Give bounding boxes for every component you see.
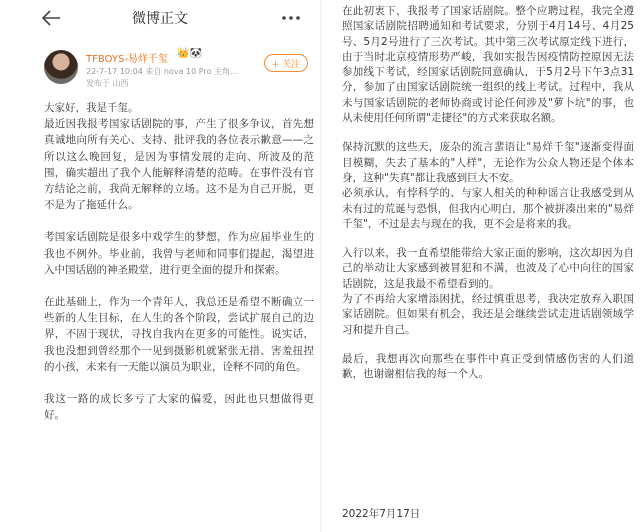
- post-paragraph: 我这一路的成长多亏了大家的偏爱，因此也只想做得更好。: [44, 393, 314, 422]
- post-paragraph: 在此基础上，作为一个青年人，我总还是希望不断确立一些新的人生目标，在人生的各个阶段，尝试扩展自己的边界，不固于现状，寻找自我内在更多的可能性。说实话，我也没想到曾经那个一见到摄影机就紧张无措、害羞扭捏的小孩，未来有一天能以演员为职业，诠释不同的角色。: [44, 296, 314, 373]
- more-dots-icon[interactable]: [280, 8, 302, 28]
- post-paragraph: 考国家话剧院是很多中戏学生的梦想，作为应届毕业生的我也不例外。毕业前，我曾与老师和同事们提起，渴望进入中国话剧的神圣殿堂，进行更全面的提升和探索。: [44, 231, 314, 276]
- post-paragraph: 在此初衷下，我报考了国家话剧院。整个应聘过程，我完全遵照国家话剧院招聘通知和考试要求，分别于4月14号、4月25号、5月2号进行了三次考试。其中第三次考试原定线下进行，由于当时北京疫情形势严峻，我如实报告因疫情防控原因无法参加线下考试，经国家话剧院同意确认，于5月2号下午3点31分，参加了由国家话剧院统一组织的线上考试。过程中，我从未与国家话剧院的老师协商或讨论任何涉及"萝卜坑"的事，也从未使用任何所谓"走捷径"的方式来获取名额。: [342, 5, 634, 125]
- back-arrow-icon[interactable]: [40, 8, 62, 28]
- post-meta: 22-7-17 10:04 来自 nova 10 Pro 主角…: [86, 67, 239, 76]
- topbar: [0, 0, 320, 36]
- page-title: 微博正文: [132, 11, 188, 27]
- post-body: [44, 100, 314, 439]
- post-location: 发布于 山西: [86, 79, 129, 88]
- author-row: [44, 48, 306, 98]
- post-date: 2022年7月17日: [342, 508, 421, 520]
- continuation-panel: [322, 0, 640, 532]
- post-continuation: [342, 4, 634, 397]
- follow-button[interactable]: + 关注: [264, 54, 308, 72]
- post-paragraph: 保持沉默的这些天，庞杂的流言蜚语让"易烊千玺"逐渐变得面目模糊，失去了基本的"人样"，无论作为公众人物还是个体本身，这种"失真"都让我感到巨大不安。 必须承认，有悖科学的、与家人相关的种种谣言让我感受到从未有过的荒诞与恐惧，但我内心明白，那个被拼凑出来的"易烊千玺"，不过是去与现在的我，更不会是将来的我。: [342, 141, 634, 230]
- avatar[interactable]: [44, 50, 78, 84]
- post-paragraph: 入行以来，我一直希望能带给大家正面的影响，这次却因为自己的举动让大家感到被冒犯和不满，也波及了心中向往的国家话剧院，这是我最不希望看到的。 为了不再给大家增添困扰，经过慎重思考，我决定放弃入职国家话剧院。但如果有机会，我还是会继续尝试走进话剧领域学习和提升自己。: [342, 247, 634, 336]
- post-paragraph: 最后，我想再次向那些在事件中真正受到情感伤害的人们道歉，也谢谢相信我的每一个人。: [342, 352, 634, 381]
- author-name[interactable]: TFBOYS-易烊千玺: [86, 54, 168, 65]
- post-paragraph: 大家好，我是千玺。 最近因我报考国家话剧院的事，产生了很多争议，首先想真诚地向所有关心、支持、批评我的各位表示歉意——之所以这么晚回复，是因为事情发展的走向、所波及的范围，确实超出了我个人能解释清楚的范畴。在事件没有官方结论之前，我尚无解释的立场。这不是为自己开脱，更不是为了拖延什么。: [44, 102, 314, 212]
- badge-icons: 👑🐼: [177, 48, 202, 59]
